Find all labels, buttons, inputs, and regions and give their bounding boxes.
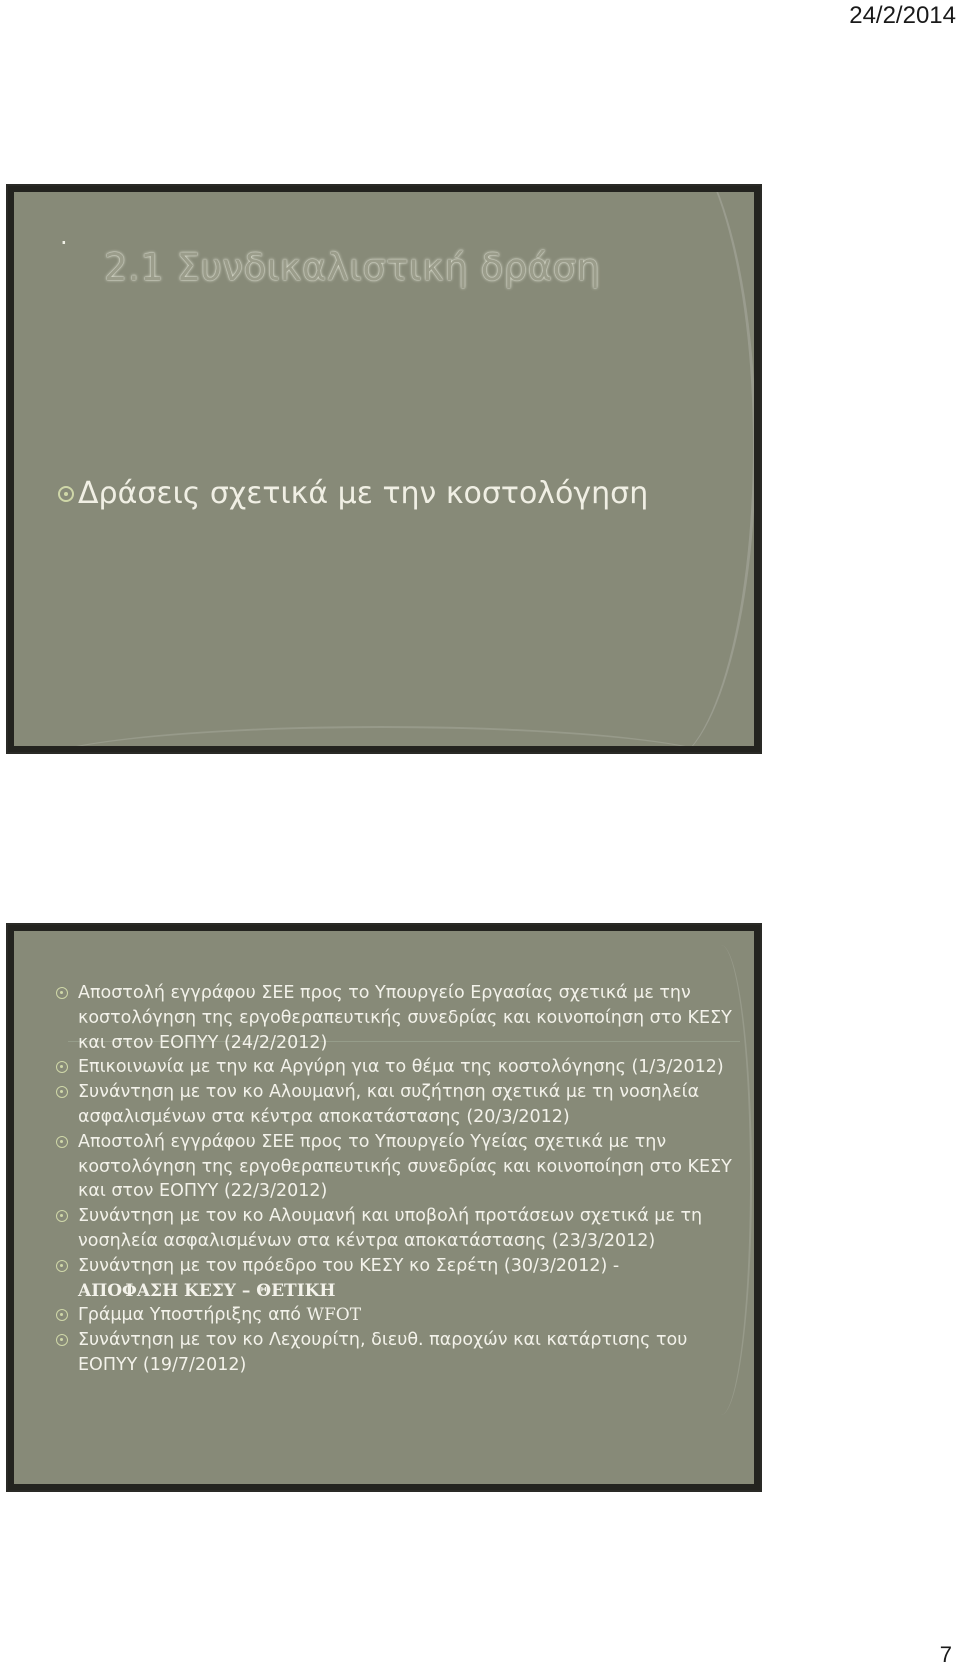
main-bullet-text: Δράσεις σχετικά με την κοστολόγηση (78, 476, 649, 511)
slide-dot: . (60, 222, 68, 250)
list-item-text: Συνάντηση με τον κο Αλουμανή, και συζήτηση σχετικά με τη νοσηλεία ασφαλισμένων στα κέντρα αποκατάστασης (20/3/2012) (78, 1082, 700, 1127)
bullet-icon (58, 486, 74, 502)
list-item (56, 1055, 736, 1080)
slide-2 (6, 923, 762, 1492)
slide-title: 2.1 Συνδικαλιστική δράση (104, 246, 601, 289)
list-item (56, 1130, 736, 1204)
decision-text: ΑΠΟΦΑΣΗ ΚΕΣΥ – ΘΕΤΙΚΗ (78, 1280, 336, 1301)
bullet-icon (56, 1309, 68, 1321)
list-item-text: Συνάντηση με τον πρόεδρο του ΚΕΣΥ κο Σερέτη (30/3/2012) - (78, 1255, 620, 1276)
bullet-icon (56, 1260, 68, 1272)
bullet-icon (56, 1136, 68, 1148)
list-item-text: Αποστολή εγγράφου ΣΕΕ προς το Υπουργείο Εργασίας σχετικά με την κοστολόγηση της εργοθεραπευτικής συνεδρίας και κοινοποίηση στο ΚΕΣΥ και στον ΕΟΠΥΥ (24/2/2012) (78, 983, 732, 1053)
list-item-text: Επικοινωνία με την κα Αργύρη για το θέμα της κοστολόγησης (1/3/2012) (78, 1057, 724, 1078)
bullet-icon (56, 1086, 68, 1098)
list-item-text: Αποστολή εγγράφου ΣΕΕ προς το Υπουργείο Υγείας σχετικά με την κοστολόγηση της εργοθεραπευτικής συνεδρίας και κοινοποίηση στο ΚΕΣΥ και στον ΕΟΠΥΥ (22/3/2012) (78, 1131, 732, 1202)
main-bullet (58, 476, 648, 511)
list-item-text: Συνάντηση με τον κο Λεχουρίτη, διευθ. παροχών και κατάρτισης του ΕΟΠΥΥ (19/7/2012) (78, 1330, 688, 1375)
bullet-icon (56, 1210, 68, 1222)
bullet-icon (56, 1334, 68, 1346)
bullet-icon (56, 1061, 68, 1073)
bullet-list (56, 981, 736, 1378)
bullet-icon (56, 987, 68, 999)
list-item (56, 1254, 736, 1304)
list-item (56, 1303, 736, 1328)
slide-1 (6, 184, 762, 754)
page-number: 7 (939, 1642, 952, 1667)
list-item (56, 981, 736, 1055)
list-item-text: Γράμμα Υποστήριξης από (78, 1305, 301, 1326)
list-item (56, 1328, 736, 1378)
organization-name: WFOT (306, 1305, 362, 1326)
page-date: 24/2/2014 (849, 2, 956, 29)
list-item (56, 1204, 736, 1254)
list-item (56, 1080, 736, 1130)
decorative-curve (26, 726, 736, 754)
list-item-text: Συνάντηση με τον κο Αλουμανή και υποβολή προτάσεων σχετικά με τη νοσηλεία ασφαλισμένων στα κέντρα αποκατάστασης (23/3/2012) (78, 1206, 703, 1251)
